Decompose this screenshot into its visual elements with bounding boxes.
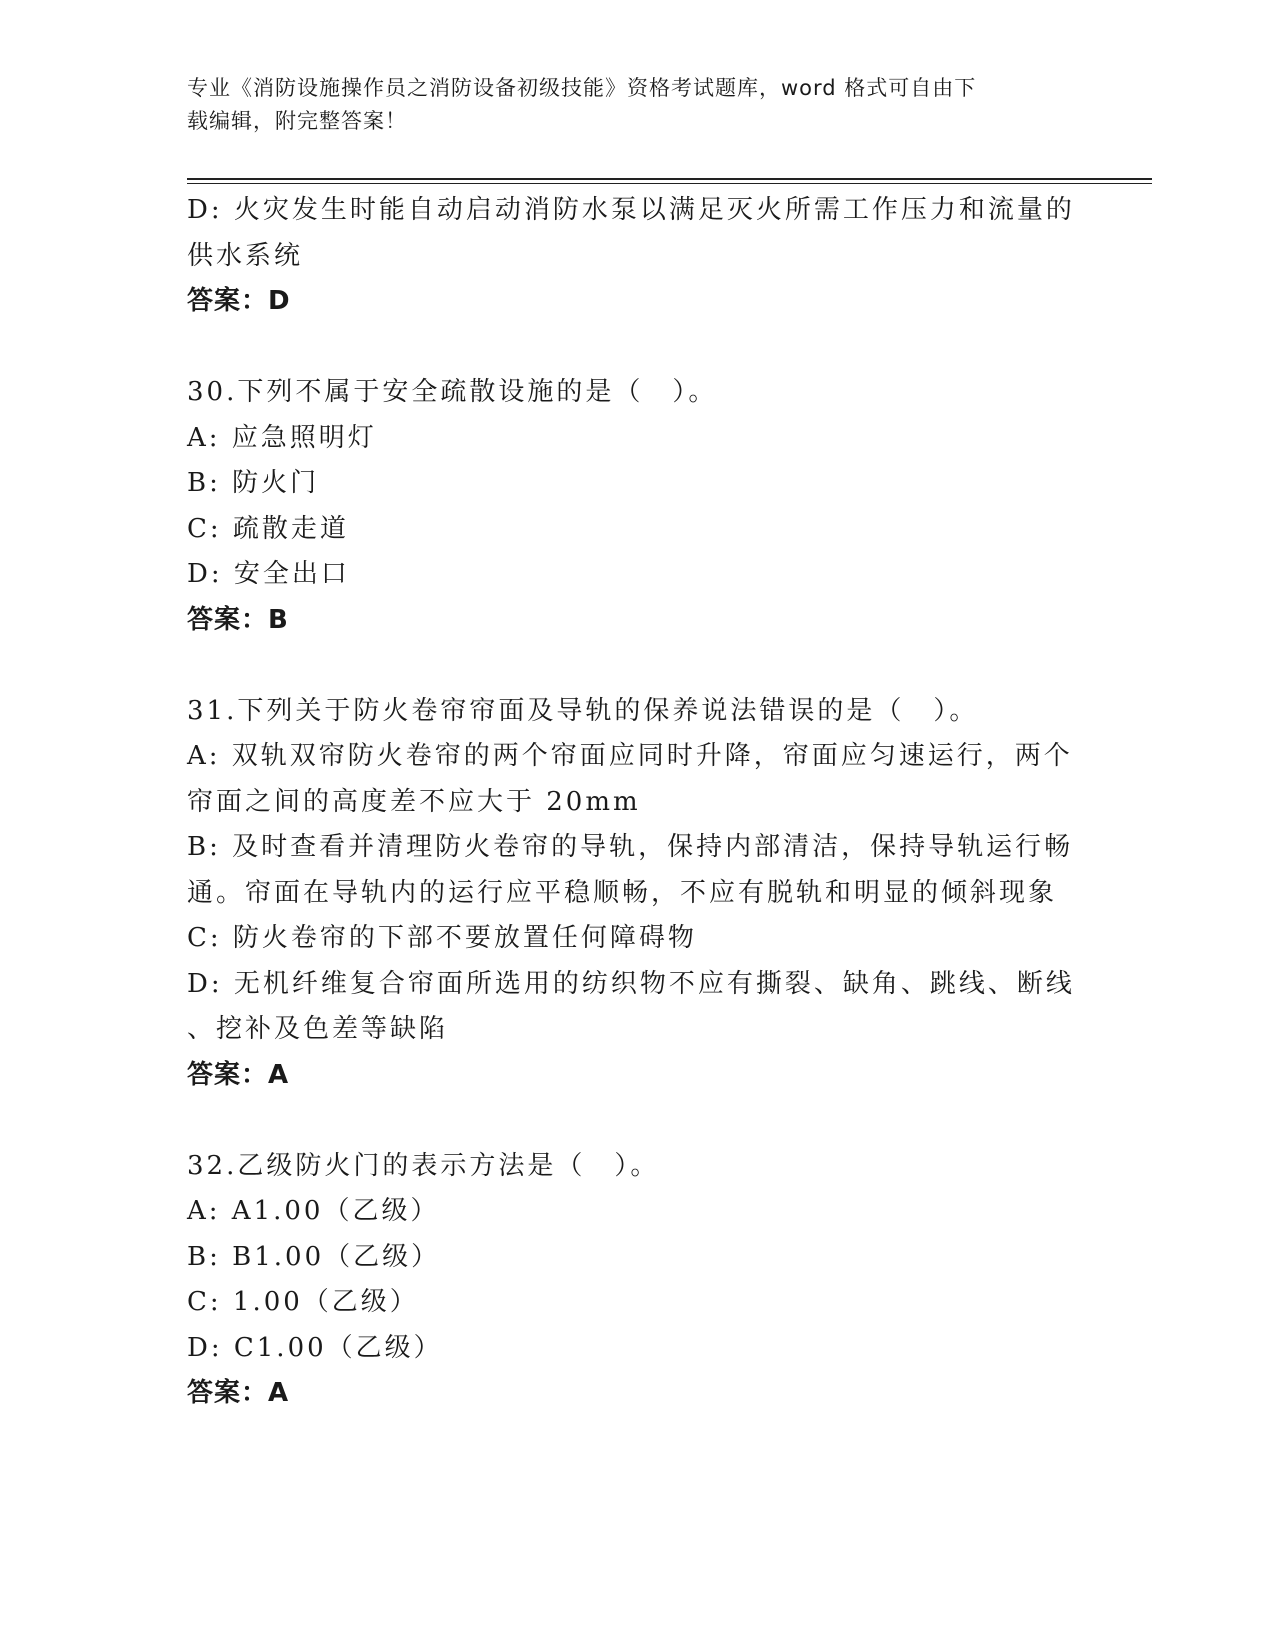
option-b-line-2: 通。帘面在导轨内的运行应平稳顺畅，不应有脱轨和明显的倾斜现象: [187, 877, 1058, 908]
option-d-line-2: 供水系统: [187, 240, 304, 271]
option-c: C: 疏散走道: [187, 513, 349, 544]
header-divider-thick: [187, 178, 1152, 180]
spacer: [187, 1098, 1077, 1144]
answer: 答案：B: [187, 604, 289, 635]
option-d: D: C1.00（乙级）: [187, 1332, 443, 1363]
previous-question-tail: [187, 188, 1077, 325]
spacer: [187, 643, 1077, 689]
option-d-line-1: D: 火灾发生时能自动启动消防水泵以满足灭火所需工作压力和流量的: [187, 195, 1075, 225]
option-b-line-1: B: 及时查看并清理防火卷帘的导轨，保持内部清洁，保持导轨运行畅: [187, 832, 1074, 862]
option-b: B: 防火门: [187, 468, 320, 498]
question-31: [187, 689, 1077, 1099]
option-c: C: 1.00（乙级）: [187, 1287, 419, 1317]
option-a-line-1: A: 双轨双帘防火卷帘的两个帘面应同时升降，帘面应匀速运行，两个: [187, 741, 1073, 771]
option-a: A: 应急照明灯: [187, 422, 377, 453]
option-d: D: 安全出口: [187, 559, 350, 589]
header-divider-thin: [187, 183, 1152, 184]
answer: 答案：D: [187, 286, 291, 316]
document-body: [187, 188, 1077, 1417]
header-line-2: 载编辑，附完整答案！: [187, 109, 407, 133]
question-stem: 32.乙级防火门的表示方法是（ ）。: [187, 1150, 660, 1181]
spacer: [187, 325, 1077, 371]
option-a: A: A1.00（乙级）: [187, 1196, 440, 1226]
question-30: [187, 370, 1077, 643]
question-stem: 30.下列不属于安全疏散设施的是（ ）。: [187, 377, 718, 407]
option-d-line-1: D: 无机纤维复合帘面所选用的纺织物不应有撕裂、缺角、跳线、断线: [187, 968, 1075, 999]
page-header: [187, 72, 1067, 138]
header-line-1: 专业《消防设施操作员之消防设备初级技能》资格考试题库，word 格式可自由下: [187, 76, 977, 100]
option-c: C: 防火卷帘的下部不要放置任何障碍物: [187, 923, 697, 953]
question-stem: 31.下列关于防火卷帘帘面及导轨的保养说法错误的是（ ）。: [187, 695, 979, 726]
option-a-line-2: 帘面之间的高度差不应大于 20mm: [187, 786, 641, 817]
option-d-line-2: 、挖补及色差等缺陷: [187, 1014, 449, 1044]
option-b: B: B1.00（乙级）: [187, 1241, 441, 1272]
question-32: [187, 1144, 1077, 1417]
answer: 答案：A: [187, 1378, 290, 1408]
answer: 答案：A: [187, 1059, 290, 1090]
